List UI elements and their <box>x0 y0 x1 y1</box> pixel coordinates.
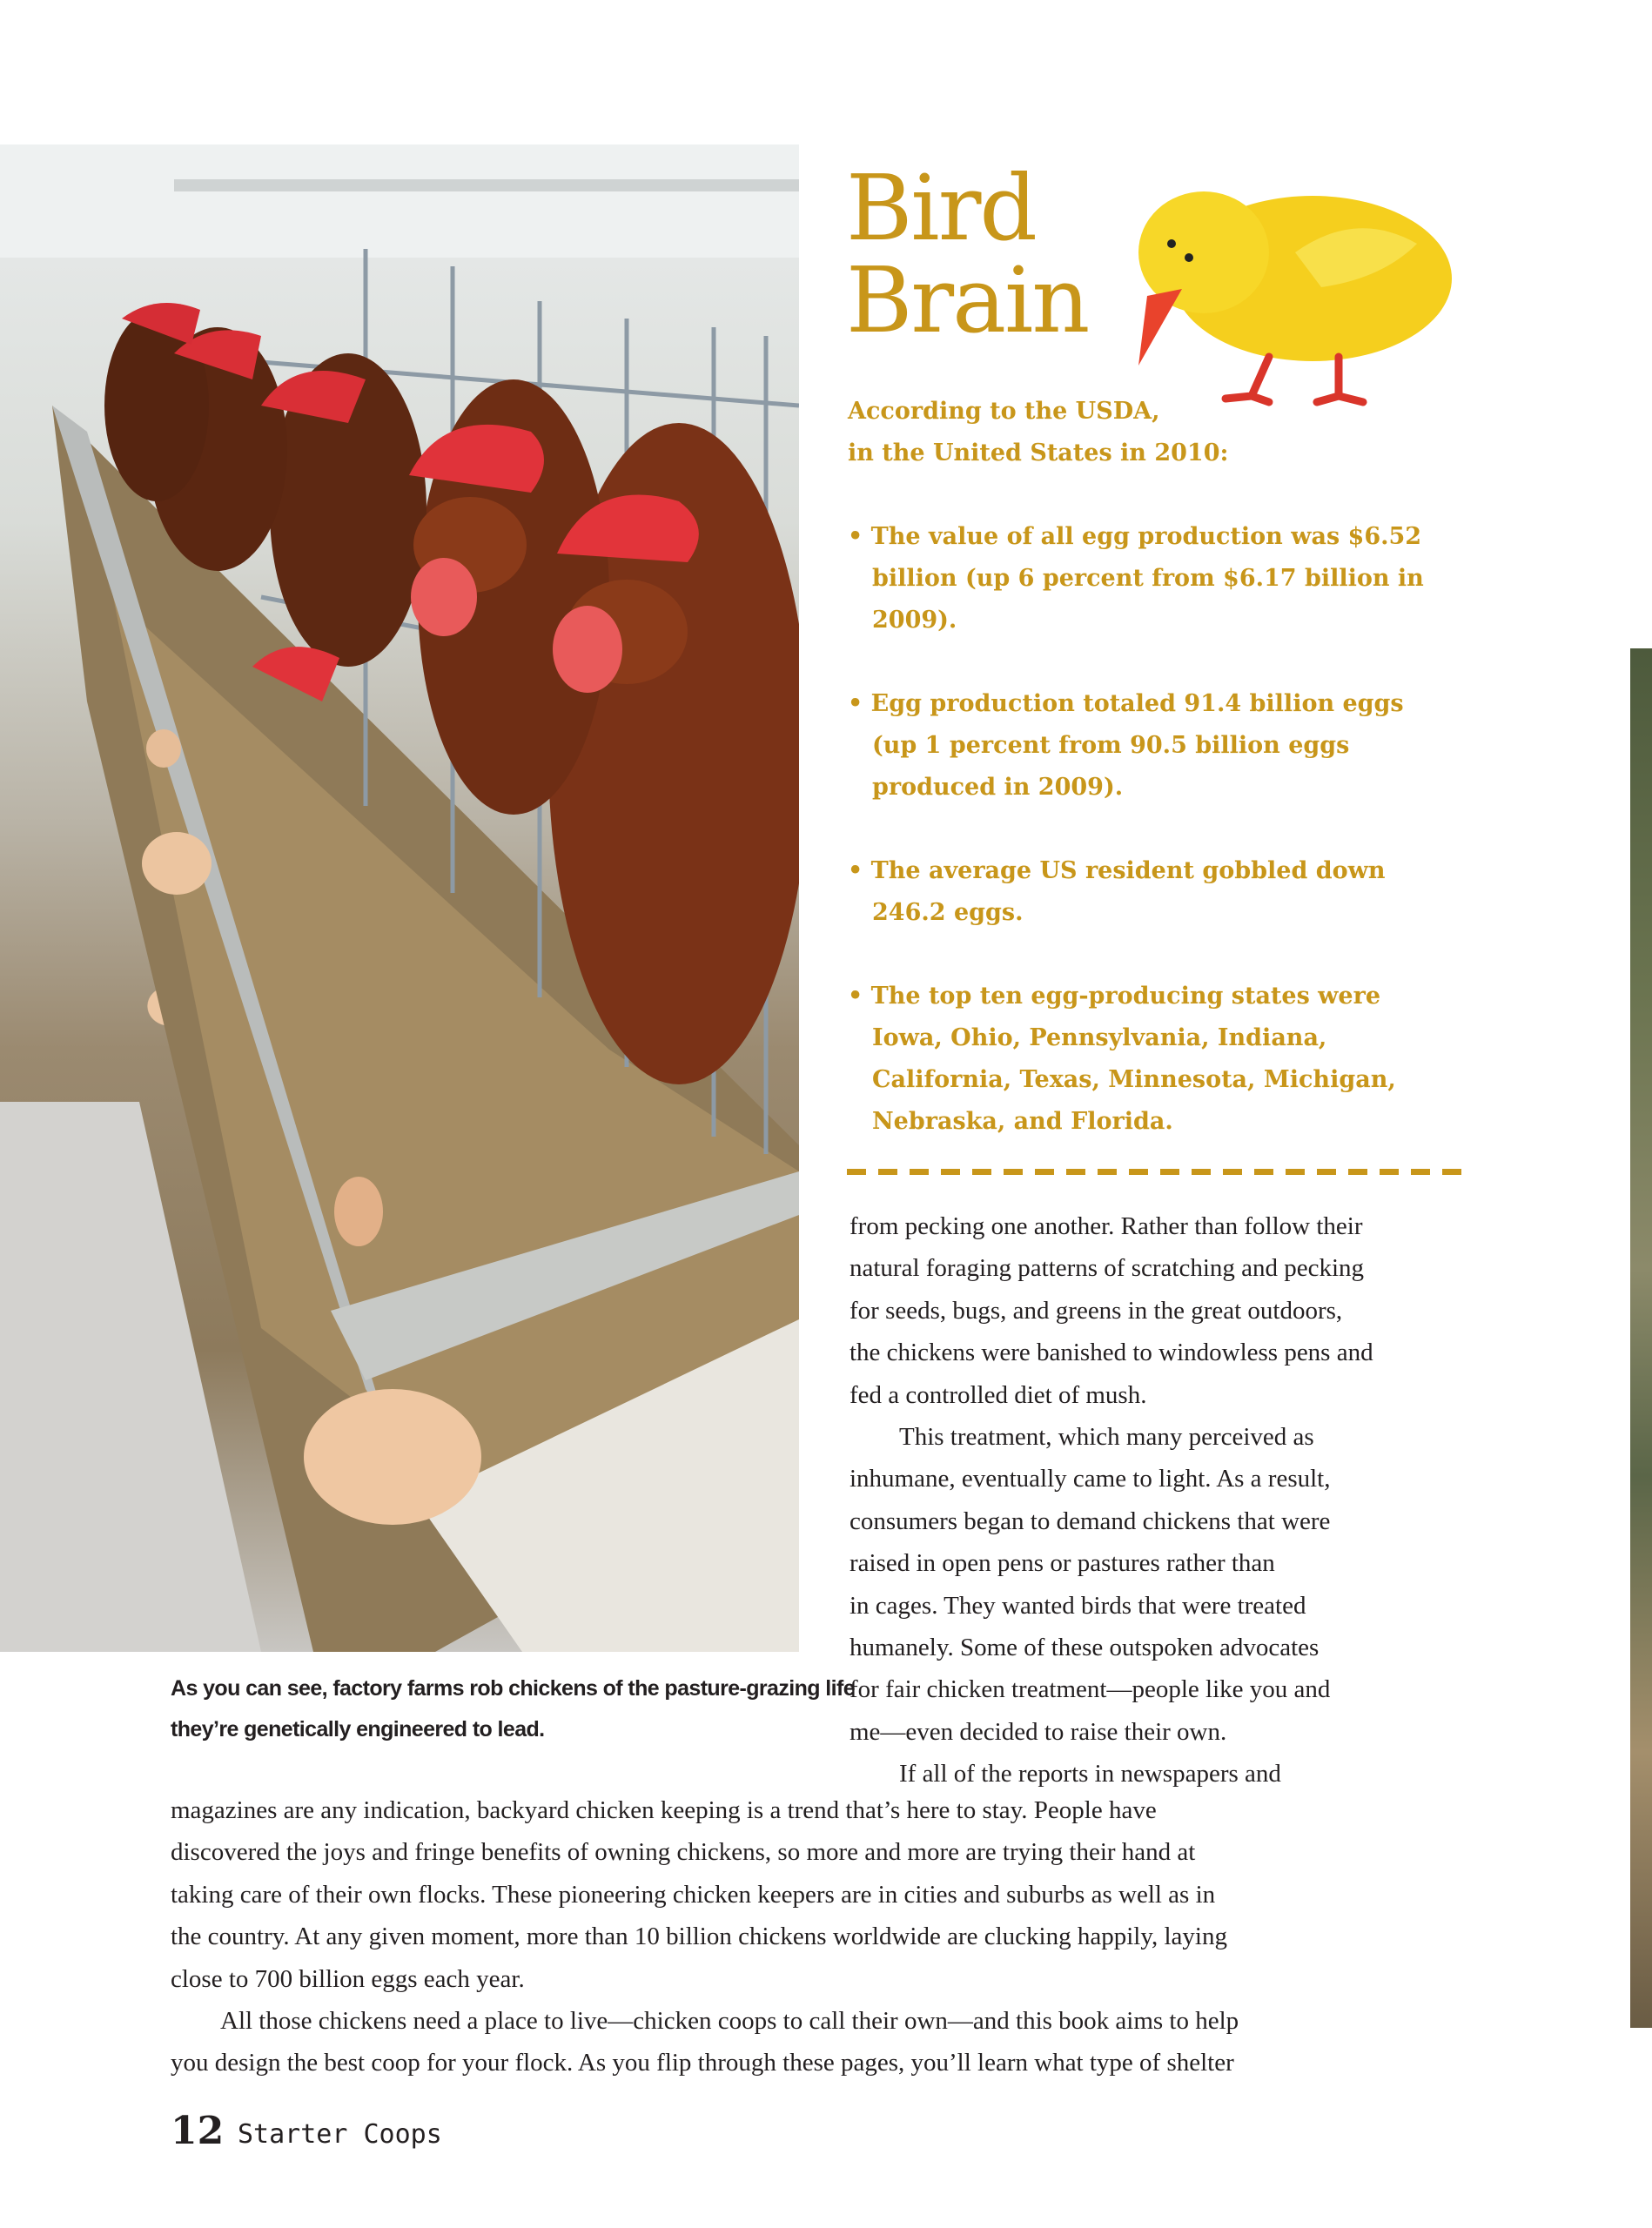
body-line: raised in open pens or pastures rather than <box>850 1549 1275 1578</box>
photo-caption <box>171 1668 856 1750</box>
sidebar-bullet <box>848 516 1474 641</box>
body-line: consumers began to demand chickens that were <box>850 1507 1331 1535</box>
body-text-full-width <box>171 1789 1476 2084</box>
body-line: All those chickens need a place to live—chicken coops to call their own—and this book aims to help <box>220 2007 1239 2036</box>
sidebar-bullet <box>848 976 1474 1143</box>
bullet-line: produced in 2009). <box>872 774 1124 801</box>
body-line: close to 700 billion eggs each year. <box>171 1964 525 1993</box>
bullet-line: • The average US resident gobbled down <box>848 857 1386 884</box>
chick-eye <box>1185 253 1193 262</box>
body-line: for seeds, bugs, and greens in the great outdoors, <box>850 1296 1343 1325</box>
sidebar-bullet <box>848 850 1474 934</box>
body-line: from pecking one another. Rather than follow their <box>850 1212 1363 1240</box>
body-line: the chickens were banished to windowless pens and <box>850 1339 1373 1367</box>
sidebar-box <box>848 391 1474 1143</box>
sidebar-intro-line: in the United States in 2010: <box>848 440 1229 466</box>
bullet-line: • The value of all egg production was $6.52 <box>848 523 1422 550</box>
bullet-line: 246.2 eggs. <box>872 899 1024 926</box>
hens-illustration <box>0 144 799 1652</box>
body-line: the country. At any given moment, more than 10 billion chickens worldwide are clucking happily, laying <box>171 1923 1227 1951</box>
body-line: you design the best coop for your flock. As you flip through these pages, you’ll learn what type of shelter <box>171 2049 1234 2077</box>
factory-farm-hens-photo <box>0 144 799 1652</box>
bullet-line: • Egg production totaled 91.4 billion eggs <box>848 690 1404 717</box>
sidebar-title <box>846 155 1107 353</box>
chick-illustration <box>1121 174 1462 411</box>
caption-line: they’re genetically engineered to lead. <box>171 1717 545 1741</box>
sidebar-dashed-divider <box>847 1169 1474 1175</box>
bullet-line: Nebraska, and Florida. <box>872 1108 1173 1135</box>
body-line: This treatment, which many perceived as <box>899 1423 1314 1452</box>
bullet-line: • The top ten egg-producing states were <box>848 983 1381 1010</box>
bullet-line: billion (up 6 percent from $6.17 billion in <box>872 565 1424 592</box>
body-line: taking care of their own flocks. These pioneering chicken keepers are in cities and suburbs as well as in <box>171 1880 1216 1909</box>
sidebar-bullet <box>848 683 1474 809</box>
sidebar-title-line: Brain <box>846 247 1089 353</box>
adjacent-page-photo <box>1630 648 1652 2028</box>
body-line: If all of the reports in newspapers and <box>899 1760 1281 1788</box>
page-number: 12 <box>171 2109 225 2153</box>
bullet-line: Iowa, Ohio, Pennsylvania, Indiana, <box>872 1024 1327 1051</box>
body-line: humanely. Some of these outspoken advocates <box>850 1634 1320 1662</box>
body-line: inhumane, eventually came to light. As a result, <box>850 1465 1331 1493</box>
body-line: fed a controlled diet of mush. <box>850 1380 1147 1409</box>
body-line: in cages. They wanted birds that were treated <box>850 1591 1306 1620</box>
sidebar-title-line: Bird <box>846 155 1036 261</box>
bullet-line: California, Texas, Minnesota, Michigan, <box>872 1066 1396 1093</box>
body-line: magazines are any indication, backyard chicken keeping is a trend that’s here to stay. People have <box>171 1796 1157 1824</box>
bullet-line: 2009). <box>872 607 957 634</box>
body-line: discovered the joys and fringe benefits of owning chickens, so more and more are trying their hand at <box>171 1838 1196 1867</box>
running-head: Starter Coops <box>238 2119 442 2150</box>
bullet-line: (up 1 percent from 90.5 billion eggs <box>872 732 1350 759</box>
body-line: for fair chicken treatment—people like you and <box>850 1675 1331 1704</box>
body-line: natural foraging patterns of scratching and pecking <box>850 1254 1365 1283</box>
body-line: me—even decided to raise their own. <box>850 1717 1227 1746</box>
chick-eye <box>1167 239 1176 248</box>
sidebar-intro-line: According to the USDA, <box>848 398 1160 425</box>
caption-line: As you can see, factory farms rob chickens of the pasture-grazing life <box>171 1676 856 1701</box>
body-text-column <box>850 1205 1485 1795</box>
